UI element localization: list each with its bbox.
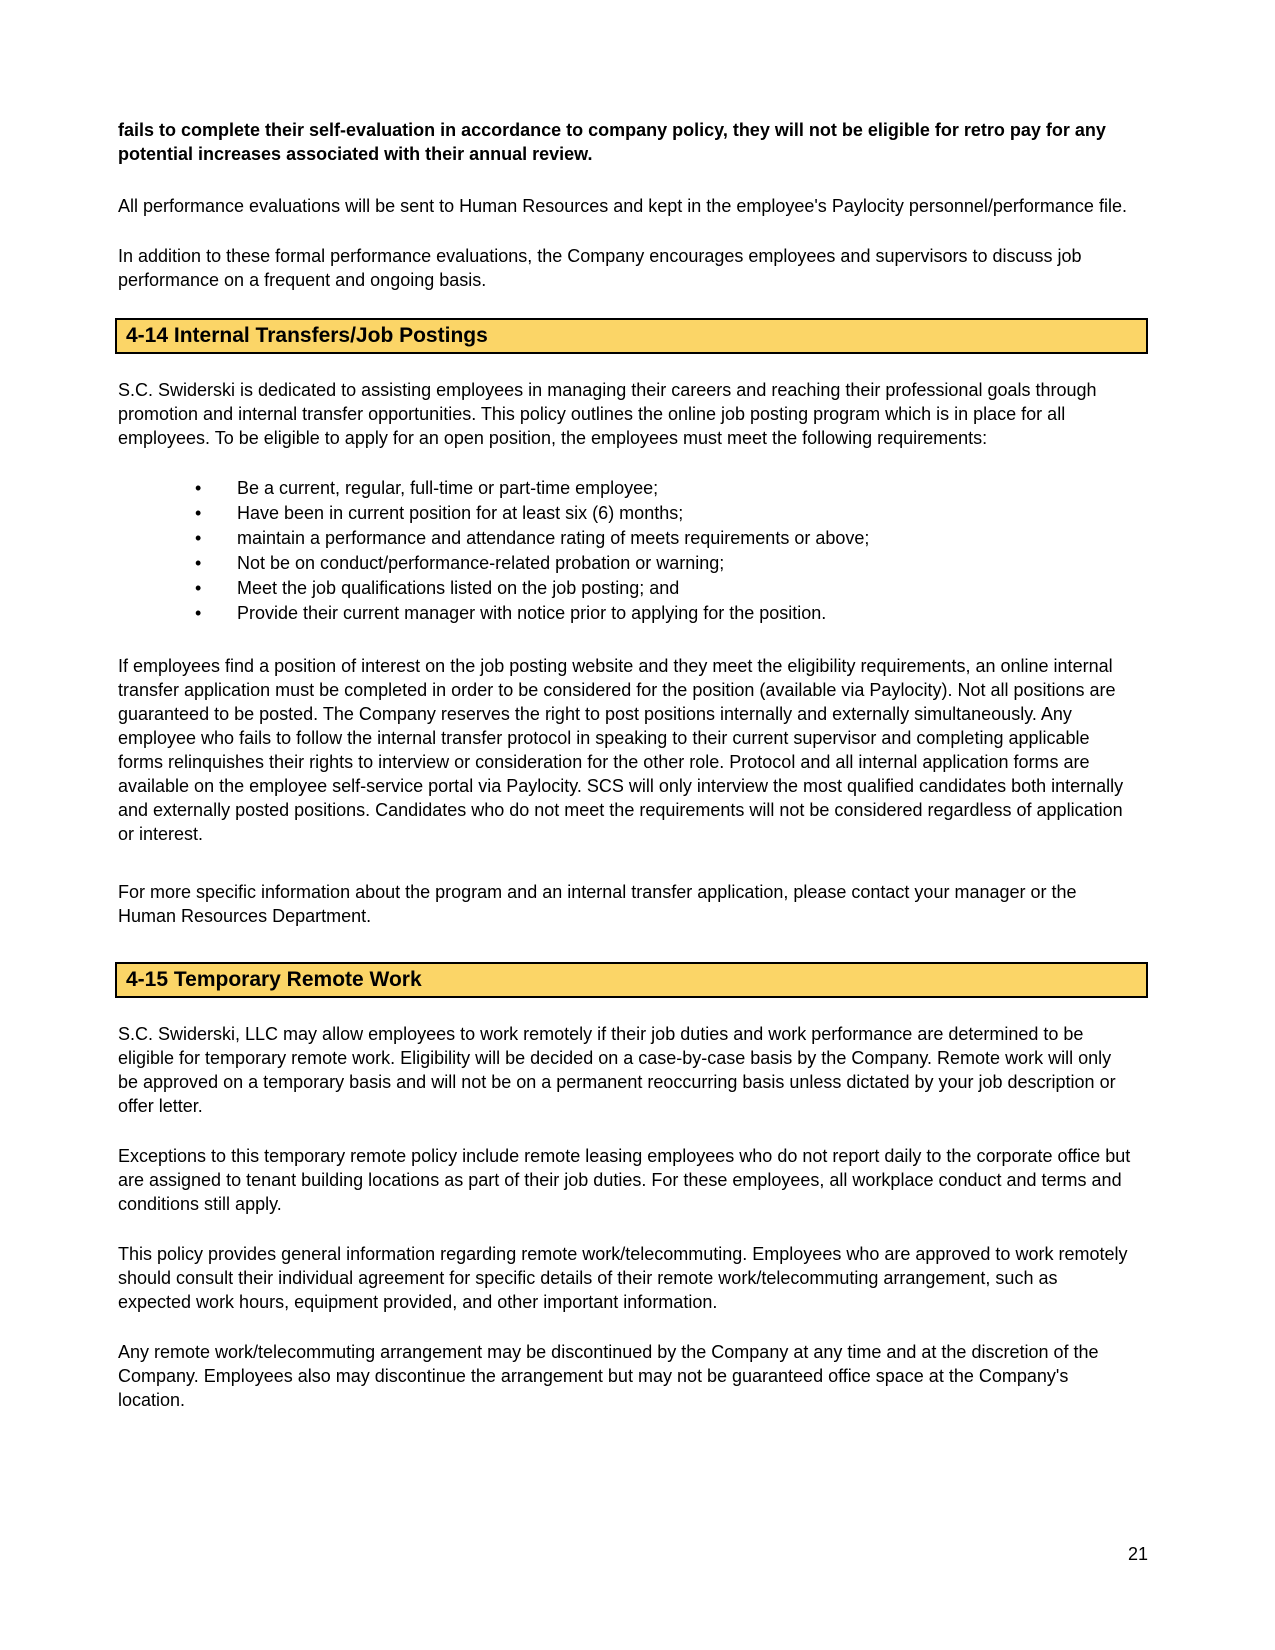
section-4-15-eligibility-paragraph: S.C. Swiderski, LLC may allow employees to work remotely if their job duties and work performance are determined to be eligible for temporary remote work. Eligibility will be decided on a case-by-case basis by the Company. Remote work will only be approved on a temporary basis and will not be on a permanent reoccurring basis unless dictated by your job description or offer letter.	[118, 1024, 1116, 1116]
section-4-15-discontinue-paragraph: Any remote work/telecommuting arrangement may be discontinued by the Company at any time and at the discretion of the Company. Employees also may discontinue the arrangement but may not be guaranteed office space at the Company's location.	[118, 1342, 1099, 1410]
section-4-14-intro-paragraph: S.C. Swiderski is dedicated to assisting employees in managing their careers and reaching their professional goals through promotion and internal transfer opportunities. This policy outlines the online job posting program which is in place for all employees. To be eligible to apply for an open position, the employees must meet the following requirements:	[118, 380, 1097, 448]
list-item: • Not be on conduct/performance-related probation or warning;	[195, 551, 1135, 576]
section-4-14-contact-paragraph: For more specific information about the program and an internal transfer application, please contact your manager or the Human Resources Department.	[118, 882, 1077, 926]
section-header-4-14-internal-transfers: 4-14 Internal Transfers/Job Postings	[115, 318, 1148, 354]
list-item: • Provide their current manager with notice prior to applying for the position.	[195, 601, 1135, 626]
section-header-4-15-temporary-remote-work: 4-15 Temporary Remote Work	[115, 962, 1148, 998]
section-4-14-requirements-list	[118, 476, 1135, 626]
list-item: • maintain a performance and attendance rating of meets requirements or above;	[195, 526, 1135, 551]
page-number: 21	[1127, 1544, 1148, 1564]
lead-evaluations-paragraph: All performance evaluations will be sent to Human Resources and kept in the employee's Paylocity personnel/performance file.	[118, 196, 1127, 216]
lead-bold-notice-paragraph: fails to complete their self-evaluation in accordance to company policy, they will not be eligible for retro pay for any potential increases associated with their annual review.	[118, 120, 1106, 164]
section-4-15-exceptions-paragraph: Exceptions to this temporary remote policy include remote leasing employees who do not report daily to the corporate office but are assigned to tenant building locations as part of their job duties. For these employees, all workplace conduct and terms and conditions still apply.	[118, 1146, 1131, 1214]
document-content	[118, 118, 1135, 1438]
list-item: • Meet the job qualifications listed on the job posting; and	[195, 576, 1135, 601]
list-item: • Have been in current position for at least six (6) months;	[195, 501, 1135, 526]
list-item: • Be a current, regular, full-time or part-time employee;	[195, 476, 1135, 501]
section-4-15-policy-info-paragraph: This policy provides general information regarding remote work/telecommuting. Employees who are approved to work remotely should consult their individual agreement for specific details of their remote work/telecommuting arrangement, such as expected work hours, equipment provided, and other important information.	[118, 1244, 1128, 1312]
lead-addition-paragraph: In addition to these formal performance evaluations, the Company encourages employees and supervisors to discuss job performance on a frequent and ongoing basis.	[118, 246, 1082, 290]
section-4-14-application-paragraph: If employees find a position of interest on the job posting website and they meet the eligibility requirements, an online internal transfer application must be completed in order to be considered for the position (available via Paylocity). Not all positions are guaranteed to be posted. The Company reserves the right to post positions internally and externally simultaneously. Any employee who fails to follow the internal transfer protocol in speaking to their current supervisor and completing applicable forms relinquishes their rights to interview or consideration for the other role. Protocol and all internal application forms are available on the employee self-service portal via Paylocity. SCS will only interview the most qualified candidates both internally and externally posted positions. Candidates who do not meet the requirements will not be considered regardless of application or interest.	[118, 656, 1124, 844]
